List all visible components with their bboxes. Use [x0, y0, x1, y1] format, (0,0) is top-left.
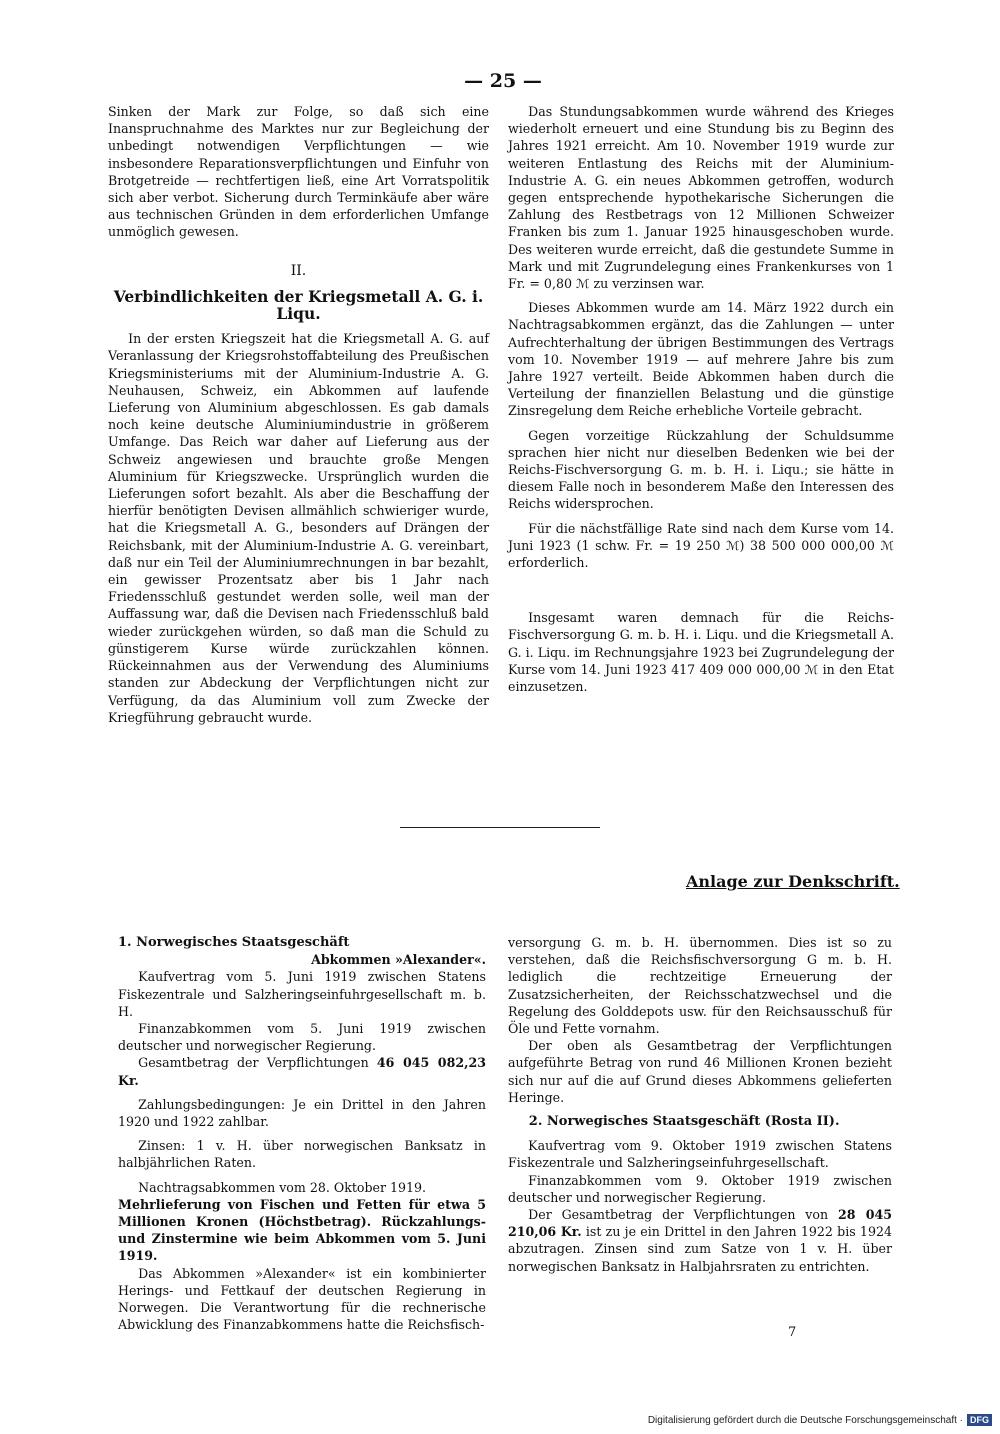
- paragraph: Finanzabkommen vom 9. Oktober 1919 zwischen deutscher und norwegischer Regierung.: [508, 1172, 892, 1205]
- paragraph: Gegen vorzeitige Rückzahlung der Schuldsumme sprachen hier nicht nur dieselben Bedenken wie bei der Reichs-Fischversorgung G. m. b. H. i. Liqu.; sie hätte in diesem Falle noch in besonderem Maße den Interessen des Reichs widersprochen.: [508, 427, 894, 512]
- paragraph: Das Abkommen »Alexander« ist ein kombinierter Herings- und Fettkauf der deutschen Regierung in Norwegen. Die Verantwortung für die rechnerische Abwicklung des Finanzabkommens hatte die Reichsfisch-: [118, 1265, 486, 1333]
- paragraph: Kaufvertrag vom 5. Juni 1919 zwischen Statens Fiskezentrale und Salzheringseinfuhrgesellschaft m. b. H.: [118, 969, 486, 1019]
- total-amount: 28 045 210,06 Kr.: [508, 1207, 892, 1240]
- paragraph: In der ersten Kriegszeit hat die Kriegsmetall A. G. auf Veranlassung der Kriegsrohstoffabteilung des Preußischen Kriegsministeriums mit der Aluminium-Industrie A. G. Neuhausen, Schweiz, ein Abkommen auf laufende Lieferung von Aluminium abgeschlossen. Es gab damals noch keine deutsche Aluminiumindustrie in größerem Umfange. Das Reich war daher auf Lieferung aus der Schweiz angewiesen und brauchte große Mengen Aluminium für Kriegszwecke. Ursprünglich wurden die Lieferungen sofort bezahlt. Als aber die Beschaffung der hierfür benötigten Devisen allmählich schwieriger wurde, hat die Kriegsmetall A. G., besonders auf Drängen der Reichsbank, mit der Aluminium-Industrie A. G. vereinbart, daß nur ein Teil der Aluminiumrechnungen in bar bezahlt, ein gewisser Prozentsatz aber bis 1 Jahr nach Friedensschluß gestundet werden solle, weil man der Auffassung war, daß die Devisen nach Friedensschluß bald wieder zurückgehen würden, so daß man die Schuld zu günstigerem Kurse würde zurückzahlen können. Rückeinnahmen aus der Verwendung des Aluminiums standen zur Abdeckung der Verpflichtungen nicht zur Verfügung, da das Aluminium voll zum Zwecke der Kriegführung gebraucht wurde.: [108, 331, 489, 725]
- divider-line: [400, 827, 600, 828]
- paragraph: [118, 1054, 486, 1088]
- sheet-number: 7: [788, 1325, 797, 1340]
- subsection-heading: 1. Norwegisches Staatsgeschäft: [118, 935, 350, 950]
- bottom-right-column: [508, 934, 892, 1275]
- subsection-subheading: Abkommen »Alexander«.: [311, 952, 486, 968]
- paragraph: Zahlungsbedingungen: Je ein Drittel in den Jahren 1920 und 1922 zahlbar.: [118, 1096, 486, 1130]
- paragraph: Mehrlieferung von Fischen und Fetten für etwa 5 Millionen Kronen (Höchstbetrag). Rückzahlungs- und Zinstermine wie beim Abkommen vom 5. Juni 1919.: [118, 1196, 486, 1264]
- paragraph: Für die nächstfällige Rate sind nach dem Kurse vom 14. Juni 1923 (1 schw. Fr. = 19 250 ℳ) 38 500 000 000,00 ℳ erforderlich.: [508, 520, 894, 571]
- section-number: II.: [290, 262, 307, 279]
- paragraph: Der oben als Gesamtbetrag der Verpflichtungen aufgeführte Betrag von rund 46 Millionen Kronen bezieht sich nur auf die auf Grund dieses Abkommens gelieferten Heringe.: [508, 1038, 892, 1105]
- top-left-column: [108, 103, 489, 726]
- paragraph: Nachtragsabkommen vom 28. Oktober 1919.: [138, 1179, 427, 1195]
- paragraph: Insgesamt waren demnach für die Reichs-Fischversorgung G. m. b. H. i. Liqu. und die Kriegsmetall A. G. i. Liqu. im Rechnungsjahre 1923 bei Zugrundelegung der Kurse vom 14. Juni 1923 417 409 000 000,00 ℳ in den Etat einzusetzen.: [508, 610, 894, 695]
- total-label: Der Gesamtbetrag der Verpflichtungen von: [528, 1207, 829, 1223]
- paragraph: Zinsen: 1 v. H. über norwegischen Banksatz in halbjährlichen Raten.: [118, 1138, 486, 1171]
- subsection-heading: 2. Norwegisches Staatsgeschäft (Rosta II).: [528, 1114, 840, 1130]
- bottom-left-column: [118, 934, 486, 1333]
- page-number: — 25 —: [464, 70, 542, 92]
- total-amount: 46 045 082,23 Kr.: [118, 1055, 487, 1088]
- paragraph: [508, 1206, 892, 1275]
- paragraph: Das Stundungsabkommen wurde während des Krieges wiederholt erneuert und eine Stundung bis zu Beginn des Jahres 1921 erreicht. Am 10. November 1919 wurde zur weiteren Entlastung des Reichs mit der Aluminium-Industrie A. G. ein neues Abkommen getroffen, wodurch gegen entsprechende hypothekarische Sicherungen die Zahlung des Restbetrags von 12 Millionen Schweizer Franken bis zum 1. Januar 1925 hinausgeschoben wurde. Des weiteren wurde erreicht, daß die gestundete Summe in Mark und mit Zugrundelegung eines Frankenkurses von 1 Fr. = 0,80 ℳ zu verzinsen war.: [508, 104, 894, 292]
- total-label: Gesamtbetrag der Verpflichtungen: [138, 1055, 369, 1071]
- top-right-column: [508, 103, 894, 695]
- payment-terms: ist zu je ein Drittel in den Jahren 1922 bis 1924 abzutragen. Zinsen sind zum Satze von 1 v. H. über norwegischen Banksatz in Halbjahrsraten zu entrichten.: [508, 1224, 892, 1274]
- footer: [648, 1414, 992, 1426]
- annex-title: Anlage zur Denkschrift.: [686, 872, 900, 891]
- section-heading: Verbindlichkeiten der Kriegsmetall A. G. i. Liqu.: [113, 286, 484, 324]
- paragraph: Finanzabkommen vom 5. Juni 1919 zwischen deutscher und norwegischer Regierung.: [118, 1021, 486, 1054]
- footer-text: Digitalisierung gefördert durch die Deutsche Forschungsgemeinschaft ·: [647, 1414, 963, 1426]
- paragraph: versorgung G. m. b. H. übernommen. Dies ist so zu verstehen, daß die Reichsfischversorgung G m. b. H. lediglich die rechtzeitige Erneuerung der Zusatzsicherheiten, der Reichsschatzwechsel und die Regelung des Golddepots usw. für den Reichsausschuß für Öle und Fette vornahm.: [508, 935, 892, 1037]
- paragraph: Sinken der Mark zur Folge, so daß sich eine Inanspruchnahme des Marktes nur zur Begleichung der unbedingt notwendigen Verpflichtungen — wie insbesondere Reparationsverpflichtungen und Einfuhr von Brotgetreide — rechtfertigen ließ, eine Art Vorratspolitik sich aber verbot. Sicherung durch Terminkäufe aber wäre aus technischen Gründen in dem erforderlichen Umfange unmöglich gewesen.: [108, 104, 489, 240]
- paragraph: Dieses Abkommen wurde am 14. März 1922 durch ein Nachtragsabkommen ergänzt, das die Zahlungen — unter Aufrechterhaltung der übrigen Bestimmungen des Vertrags vom 10. November 1919 — auf mehrere Jahre bis zum Jahre 1927 verteilt. Beide Abkommen haben durch die Verteilung der finanziellen Belastung und die günstige Zinsregelung dem Reiche erhebliche Vorteile gebracht.: [508, 300, 894, 419]
- dfg-logo-icon: DFG: [967, 1414, 992, 1426]
- paragraph: Kaufvertrag vom 9. Oktober 1919 zwischen Statens Fiskezentrale und Salzheringseinfuhrgesellschaft.: [508, 1138, 892, 1171]
